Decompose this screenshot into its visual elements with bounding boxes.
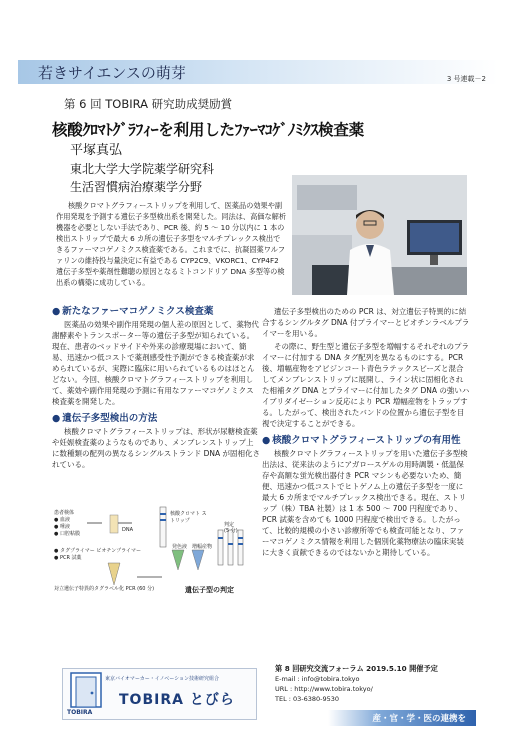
bullet-icon: ● xyxy=(52,413,61,424)
section-heading-text: 核酸クロマトグラフィーストリップの有用性 xyxy=(272,435,461,446)
fig-label-saliva: ● 唾液 xyxy=(54,524,70,530)
fig-label-dna: DNA xyxy=(122,527,134,533)
forum-announcement: 第 8 回研究交流フォーラム 2019.5.10 開催予定 xyxy=(275,664,438,673)
section-heading-new-test xyxy=(52,306,260,317)
fig-label-blood: ● 血液 xyxy=(54,517,70,523)
article-title: 核酸ｸﾛﾏﾄｸﾞﾗﾌｨｰを利用したﾌｧｰﾏｺｹﾞﾉﾐｸｽ検査薬 xyxy=(52,121,364,139)
tobira-logo xyxy=(62,668,257,720)
section-heading-text: 新たなファーマコゲノミクス検査薬 xyxy=(62,306,214,317)
logo-mark: TOBIRA xyxy=(67,709,93,716)
affiliation-lab: 生活習慣病治療薬学分野 xyxy=(70,180,203,194)
method-figure xyxy=(52,505,270,605)
author-photo xyxy=(292,175,467,295)
logo-org: 東京バイオマーカー・イノベーション技術研究組合 xyxy=(105,676,220,682)
fig-label-sample: 患者検体 xyxy=(54,510,75,516)
slogan-ribbon xyxy=(328,710,476,726)
bullet-icon: ● xyxy=(262,435,271,446)
detection-paragraph: その際に、野生型と遺伝子多型を増幅するそれぞれのプライマーに付加する DNA タグ配列を異なるものにする。PCR 後、増幅産物をアビジンコート青色ラテックスビーズと混合してメンブレンストリップに展開し、ライン状に固相化された相補タグ DNA とプライマーに付加したタグ DNA の強いハイブリダイゼーション反応により PCR 増幅産物をトラップする。したがって、検出されたバンドの位置から遺伝子型を目視で決定することができる。 xyxy=(262,342,470,428)
left-column xyxy=(52,306,260,470)
fig-label-oral: ● 口腔粘膜 xyxy=(54,531,80,537)
section-heading-text: 遺伝子多型検出の方法 xyxy=(62,413,158,424)
fig-label-color: 発色液 xyxy=(172,544,188,550)
contact-email[interactable]: E-mail : info@tobira.tokyo xyxy=(275,675,360,683)
series-label: 3 号連載－2 xyxy=(446,75,486,83)
abstract: 核酸クロマトグラフィーストリップを利用して、医薬品の効果や副作用発現を予測する遺伝子多型検出系を開発した。同法は、高価な解析機器を必要としない手法であり、PCR 後、約 5 ～ 10 分以内に 1 本の検出ストリップで最大 6 カ所の遺伝子多型をマルチプレックス検出できるファーマコゲノミクス検査薬である。これまでに、抗凝固薬ワルファリンの維持投与量決定に有益である CYP2C9、VKORC1、CYP4F2 遺伝子多型や薬剤性難聴の原因となるミトコンドリア DNA 多型等の検出系の構築に成功している。 xyxy=(56,201,287,287)
section-body-usefulness: 核酸クロマトグラフィーストリップを用いた遺伝子多型検出法は、従来法のようにアガロースゲルの用時調製・低温保存や高額な蛍光検出器付き PCR マシンも必要ないため、簡便、迅速かつ低コストでヒトゲノム上の遺伝子多型を一度に最大 6 カ所までマルチプレックス検出できる。現在、ストリップ（株）TBA 社製）は 1 本 500 ～ 700 円程度であり、PCR 試薬を含めても 1000 円程度で検出できる。したがって、比較的規模の小さい診療所等でも検査可能となり、ファーマコゲノミクス情報を利用した個別化薬物療法の臨床実装に大きく貢献できるのではないかと期待している。 xyxy=(262,449,468,557)
fig-label-time: (5 分) xyxy=(224,528,238,534)
fig-label-pcr-method: 対立遺伝子特異的タグラベル化 PCR (60 分) xyxy=(54,586,155,592)
section-body-new-test: 医薬品の効果や副作用発現の個人差の原因として、薬物代謝酵素やトランスポーター等の遺伝子多型が知られている。現在、患者のベッドサイドや外来の診療現場において、簡易、迅速かつ低コストで薬剤感受性予測ができる検査薬が求められているが、実際に臨床に用いられているものはほとんどない。今回、核酸クロマトグラフィーストリップを利用して、薬効や副作用発現の予測に有用なファーマコゲノミクス検査薬を開発した。 xyxy=(52,320,259,406)
fig-label-tag-primer: ● タグプライマー ビオチンプライマー xyxy=(54,548,141,554)
author-name: 平塚真弘 xyxy=(70,143,123,158)
bullet-icon: ● xyxy=(52,306,61,317)
section-body-method: 核酸クロマトグラフィーストリップは、形状が尿糖検査薬や妊娠検査薬のようなものであり、メンブレンストリップ上に数種類の配列の異なるシングルストランド DNA が固相化されている。 xyxy=(52,427,260,469)
series-banner xyxy=(18,60,498,84)
banner-title: 若きサイエンスの萌芽 xyxy=(38,64,186,82)
contact-tel: TEL : 03-6380-9530 xyxy=(275,695,340,703)
fig-label-result: 判定 xyxy=(224,522,235,528)
figure-caption: 遺伝子型の判定 xyxy=(185,586,234,594)
pcr-paragraph: 遺伝子多型検出のための PCR は、対立遺伝子特異的に結合するシングルタグ DNA 付プライマーとビオチンラベルプライマーを用いる。 xyxy=(262,307,470,338)
section-heading-method xyxy=(52,413,260,424)
fig-label-amp: 増幅産物 xyxy=(192,544,213,550)
award-line: 第 6 回 TOBIRA 研究助成奨励賞 xyxy=(64,97,233,111)
author-block xyxy=(70,142,214,196)
affiliation-university: 東北大学大学院薬学研究科 xyxy=(70,162,215,176)
footer-info xyxy=(275,664,438,704)
section-heading-usefulness xyxy=(262,435,470,446)
right-column xyxy=(262,306,470,558)
contact-url[interactable]: URL : http://www.tobira.tokyo/ xyxy=(275,685,373,693)
fig-label-pcr-reagent: ● PCR 試薬 xyxy=(54,555,82,561)
slogan-text: 産・官・学・医の連携を xyxy=(372,714,466,724)
logo-name: TOBIRA とびら xyxy=(119,692,235,708)
fig-label-strip: 核酸クロマト ストリップ xyxy=(170,511,207,524)
